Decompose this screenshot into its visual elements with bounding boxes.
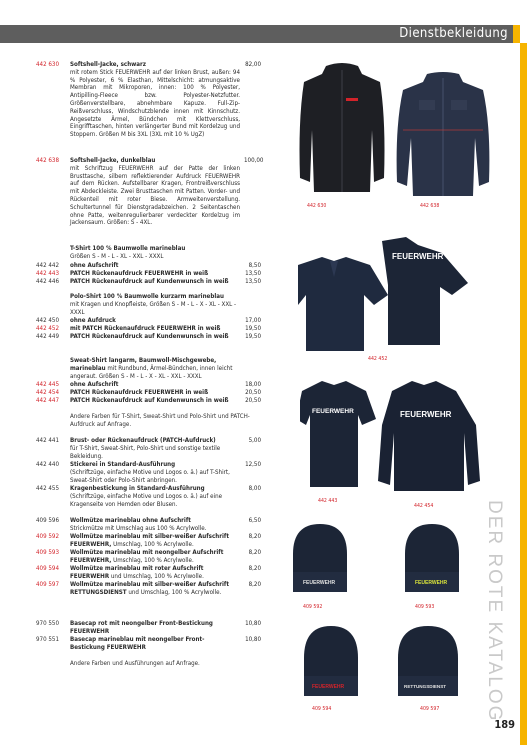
article-text: Umschlag, 100 % Acrylwolle. [113,540,194,548]
article-title: Wollmütze marineblau mit roter Aufschrift FEUERWEHR [70,565,204,580]
article-price: 100,00 [244,157,264,164]
image-caption: 442 638 [420,203,440,209]
side-accent-bar [520,43,527,745]
article-price: 18,00 [245,381,261,388]
article-price: 17,00 [245,317,261,324]
image-caption: 409 593 [415,604,435,610]
article-text: für T-Shirt, Sweat-Shirt, Polo-Shirt und sonstige textile Bekleidung. [70,444,221,460]
article-price: 5,00 [248,437,261,444]
section-title: Dienstbekleidung [399,26,508,41]
article-text: Strickmütze mit Umschlag aus 100 % Acrylwolle. [70,524,207,532]
article-number: 442 638 [36,157,60,164]
beanie-image [298,622,364,702]
group-title: Polo-Shirt 100 % Baumwolle kurzarm marineblau [70,293,224,300]
article-number: 409 596 [36,517,60,524]
article-title: Stickerei in Standard-Ausführung [70,461,176,468]
article-number: 442 454 [36,389,60,396]
article-price: 19,50 [245,333,261,340]
article-price: 20,50 [245,389,261,396]
article-price: 8,50 [248,262,261,269]
article-text: mit rotem Stick FEUERWEHR auf der linken Brust, außen: 94 % Polyester, 6 % Elasthan, Mittelschicht: atmungsaktive Membran mit Mikroporen, innen: 100 % Polyester, Antipilling-Fleece bzw. Polyester-Netzfutter. Größenverstellbare, abnehmbare Kapuze. Full-Zip-Reißverschluss, Windschutzblende innen mit Kinnschutz. Angesetzte Ärmel, Bündchen mit Klettverschluss, Eingrifftaschen, hinten verlängerter Bund mit Kordelzug und Stoppern. Größen M bis 3XL (3XL mit 10 % UgZ) [70,68,240,139]
article-label: PATCH Rückenaufdruck auf Kundenwunsch in weiß [70,278,229,285]
article-number: 970 550 [36,620,60,627]
article-price: 19,50 [245,325,261,332]
article-title: Softshell-Jacke, schwarz [70,61,147,68]
group-sizes: Größen S - M - L - XL - XXL - XXXL [70,252,164,260]
softshell-jacket-black-image [296,60,388,200]
beanie-print: FEUERWEHR [415,580,448,586]
article-title: Kragenbestickung in Standard-Ausführung [70,485,205,492]
article-number: 442 450 [36,317,60,324]
article-price: 10,80 [245,636,261,643]
article-number: 442 445 [36,381,60,388]
beanie-image [287,520,353,598]
group-sizes: mit Kragen und Knopfleiste, Größen S - M - L - X - XL - XXL - XXXL [70,300,237,316]
image-caption: 409 594 [312,706,332,712]
article-title: Wollmütze marineblau mit silber-weißer Aufschrift FEUERWEHR, [70,533,229,548]
polo-print: FEUERWEHR [392,252,444,261]
article-title: Softshell-Jacke, dunkelblau [70,157,156,164]
image-caption: 409 597 [420,706,440,712]
beanie-image [392,622,464,702]
article-price: 12,50 [245,461,261,468]
article-price: 82,00 [245,61,261,68]
article-number: 442 447 [36,397,60,404]
article-number: 409 597 [36,581,60,588]
article-number: 970 551 [36,636,60,643]
beanie-print: FEUERWEHR [303,580,336,586]
image-caption: 442 452 [368,356,388,362]
article-price: 8,20 [248,549,261,556]
article-price: 8,00 [248,485,261,492]
article-price: 13,50 [245,270,261,277]
article-title: Brust- oder Rückenaufdruck (PATCH-Aufdruck) [70,437,216,444]
article-label: ohne Aufdruck [70,317,116,324]
article-text: (Schriftzüge, einfache Motive und Logos o. ä.) auf T-Shirt, Sweat-Shirt oder Polo-Shirt anbringen. [70,468,230,484]
image-caption: 442 454 [414,503,434,509]
article-price: 13,50 [245,278,261,285]
article-label: PATCH Rückenaufdruck auf Kundenwunsch in weiß [70,397,229,404]
article-text: und Umschlag, 100 % Acrylwolle. [128,588,222,596]
group-title: Sweat-Shirt langarm, Baumwoll-Mischgewebe, [70,357,217,364]
article-number: 442 455 [36,485,60,492]
article-title: Basecap marineblau mit neongelber Front-Bestickung FEUERWEHR [70,636,205,651]
image-caption: 442 443 [318,498,338,504]
article-price: 8,20 [248,533,261,540]
tshirt-print: FEUERWEHR [312,408,354,415]
article-title: Wollmütze marineblau mit silber-weißer Aufschrift RETTUNGSDIENST [70,581,229,596]
article-number: 442 449 [36,333,60,340]
note-colors-basecap: Andere Farben und Ausführungen auf Anfrage. [70,660,200,667]
article-text: (Schriftzüge, einfache Motive und Logos o. ä.) auf eine Kragenseite von Hemden oder Blusen. [70,492,223,508]
article-price: 10,80 [245,620,261,627]
article-text: Umschlag, 100 % Acrylwolle. [113,556,194,564]
article-label: PATCH Rückenaufdruck FEUERWEHR in weiß [70,389,209,396]
article-number: 442 446 [36,278,60,285]
article-title: Basecap rot mit neongelber Front-Bestickung FEUERWEHR [70,620,213,635]
article-number: 442 452 [36,325,60,332]
article-text: mit Schriftzug FEUERWEHR auf der Patte der linken Brusttasche, silbern reflektierender Aufdruck FEUERWEHR auf dem Rücken. Aufstellbarer Kragen, Frontreißverschluss mit Abdeckleiste. Zwei Brusttaschen mit Patten. Vorder- und Rückenteil mit roter Biese. Armweitenverstellung. Schultertunnel für Dienstgradabzeichen. 2 Seitentaschen ohne Patte, weitenregulierbarer verdeckter Kordelzug im Jackensaum. Größen: S - 4XL. [70,164,240,227]
catalog-side-title: DER ROTE KATALOG [484,500,505,723]
article-number: 442 630 [36,61,60,68]
group-title-cont: marineblau [70,364,106,372]
article-number: 409 593 [36,549,60,556]
article-label: PATCH Rückenaufdruck FEUERWEHR in weiß [70,270,209,277]
image-caption: 409 592 [303,604,323,610]
article-price: 8,20 [248,581,261,588]
group-title: T-Shirt 100 % Baumwolle marineblau [70,245,186,252]
polo-shirt-image [292,235,470,353]
article-price: 8,20 [248,565,261,572]
softshell-jacket-navy-image [393,70,493,202]
article-text: und Umschlag, 100 % Acrylwolle. [110,572,204,580]
header-accent-tab [513,25,520,43]
article-label: mit PATCH Rückenaufdruck FEUERWEHR in weiß [70,325,221,332]
beanie-print: RETTUNGSDIENST [404,684,447,689]
article-number: 409 594 [36,565,60,572]
article-number: 442 440 [36,461,60,468]
article-label: ohne Aufschrift [70,262,119,269]
group-sizes: mit Rundbund, Ärmel-Bündchen, innen leicht angeraut. Größen S - M - L - X - XL - XXL - XXXL [70,364,233,380]
article-label: ohne Aufschrift [70,381,119,388]
section-header [0,25,520,43]
sweat-print: FEUERWEHR [400,410,452,419]
beanie-print: FEUERWEHR [312,684,345,690]
image-caption: 442 630 [307,203,327,209]
page-number: 189 [494,718,515,731]
article-number: 442 441 [36,437,60,444]
article-title: Wollmütze marineblau ohne Aufschrift [70,517,191,524]
article-title: Wollmütze marineblau mit neongelber Aufschrift FEUERWEHR, [70,549,224,564]
article-number: 442 443 [36,270,60,277]
tshirt-and-sweatshirt-image [300,375,490,497]
article-price: 6,50 [248,517,261,524]
article-label: PATCH Rückenaufdruck auf Kundenwunsch in weiß [70,333,229,340]
beanie-image [399,520,465,598]
note-colors: Andere Farben für T-Shirt, Sweat-Shirt und Polo-Shirt und PATCH-Aufdruck auf Anfrage. [70,413,250,428]
article-number: 409 592 [36,533,60,540]
article-number: 442 442 [36,262,60,269]
article-price: 20,50 [245,397,261,404]
